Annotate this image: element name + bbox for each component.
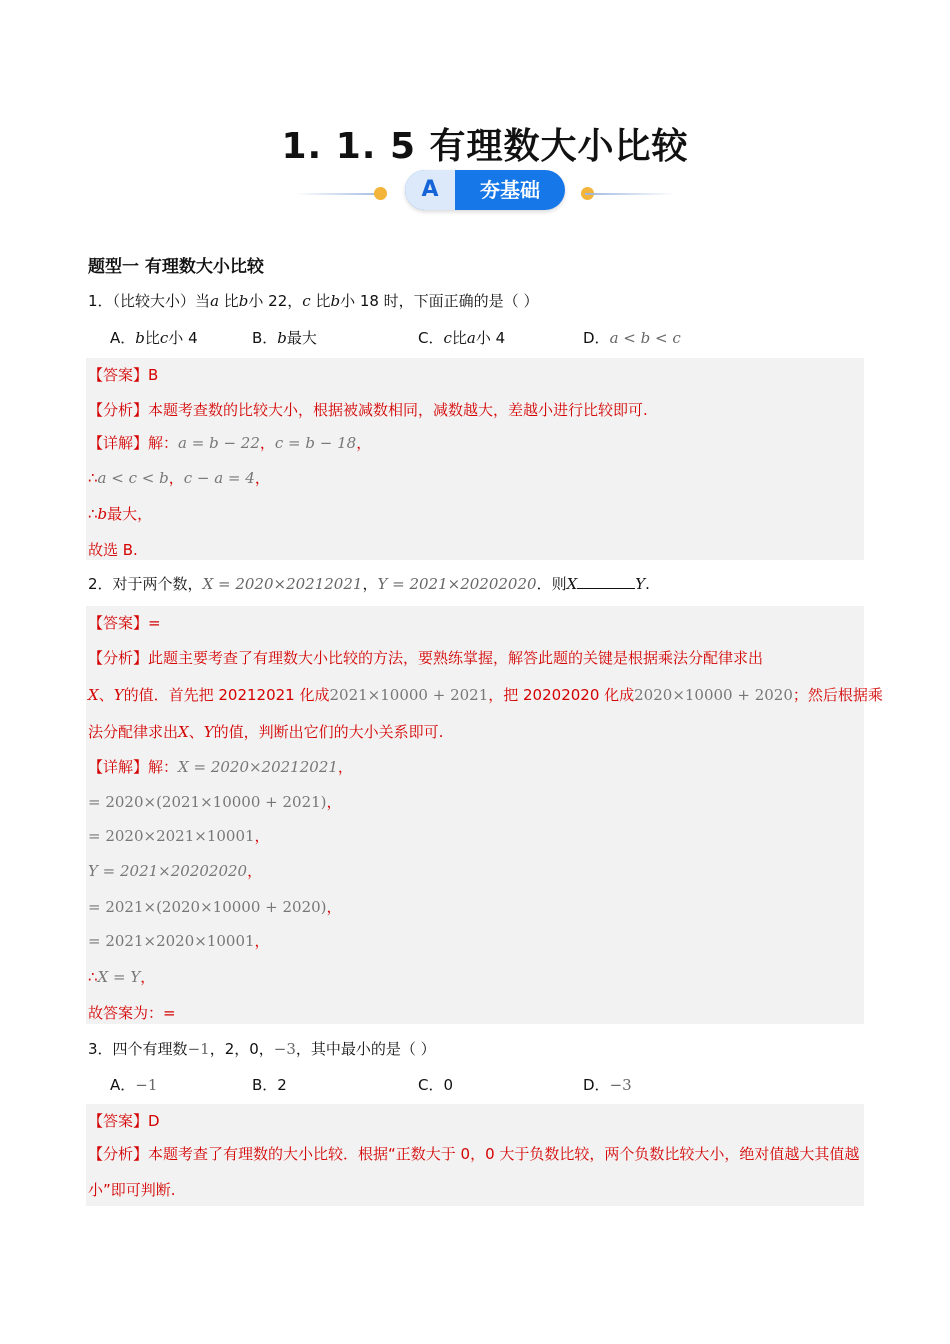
option-label: C． xyxy=(418,1076,444,1094)
question-text: （比较大小）当 xyxy=(112,292,211,310)
banner-dot-left xyxy=(374,187,387,200)
punct: . xyxy=(645,575,650,593)
analysis-text: 、 xyxy=(98,686,114,704)
answer-line xyxy=(88,364,158,385)
question-text: 比 xyxy=(219,292,239,310)
detail-line xyxy=(88,825,270,846)
option-a[interactable] xyxy=(110,327,198,348)
option-d[interactable] xyxy=(583,327,681,348)
analysis-text: 本题考查了有理数的大小比较．根据“正数大于 0，0 大于负数比较，两个负数比较大小，绝对值越大其值越小”即可判断. xyxy=(88,1145,860,1199)
math-expression: Y = 2021×20202020 xyxy=(377,575,537,593)
option-label: A． xyxy=(110,329,136,347)
answer-line xyxy=(88,1110,160,1131)
variable: b xyxy=(238,292,249,310)
question-number: 2． xyxy=(88,575,113,593)
punct: ， xyxy=(326,898,342,916)
variable: b xyxy=(97,505,108,523)
option-text: 最大 xyxy=(286,329,317,347)
option-value: −3 xyxy=(609,1076,632,1094)
section-heading: 题型一 有理数大小比较 xyxy=(88,257,264,277)
detail-tag: 【详解】 xyxy=(88,434,149,452)
option-label: B． xyxy=(252,329,278,347)
detail-line xyxy=(88,966,155,987)
question-text: ，其中最小的是（ ） xyxy=(295,1040,436,1058)
option-text: 小 4 xyxy=(475,329,506,347)
answer-tag: 【答案】 xyxy=(88,366,149,384)
math-expression: X = 2020×20212021 xyxy=(178,758,338,776)
answer-value: B xyxy=(148,366,159,384)
option-c[interactable] xyxy=(418,1074,453,1095)
math-expression: = 2021×2020×10001 xyxy=(88,932,255,950)
analysis-tag: 【分析】 xyxy=(88,401,149,419)
option-label: C． xyxy=(418,329,444,347)
answer-tag: 【答案】 xyxy=(88,1112,149,1130)
punct: ， xyxy=(326,793,342,811)
question-number: 3． xyxy=(88,1040,113,1058)
option-b[interactable] xyxy=(252,1074,287,1095)
math-expression: Y = 2021×20202020 xyxy=(88,862,248,880)
math-expression: = 2021×(2020×10000 + 2020) xyxy=(88,898,327,916)
page-title: 1. 1. 5 有理数大小比较 xyxy=(281,126,689,167)
math-expression: a < b < c xyxy=(609,329,681,347)
answer-tag: 【答案】 xyxy=(88,614,149,632)
detail-line xyxy=(88,791,342,812)
question-text: 对于两个数， xyxy=(112,575,203,593)
analysis-text: 法分配律求出 xyxy=(88,723,179,741)
analysis-tag: 【分析】 xyxy=(88,649,149,667)
analysis-text: 的值，判断出它们的大小关系即可. xyxy=(213,723,444,741)
punct: ， xyxy=(140,968,156,986)
option-text: 比 xyxy=(451,329,467,347)
punct: ， xyxy=(254,827,270,845)
math-expression: = 2020×2021×10001 xyxy=(88,827,255,845)
question-text: 小 22， xyxy=(248,292,303,310)
answer-box-2 xyxy=(86,606,883,1024)
option-value: 0 xyxy=(443,1076,454,1094)
detail-text: 解： xyxy=(148,758,179,776)
punct: ， xyxy=(168,469,184,487)
question-text: 小 18 时，下面正确的是（ ） xyxy=(340,292,539,310)
punct: ， xyxy=(254,932,270,950)
variable: b xyxy=(277,329,287,347)
answer-value: = xyxy=(148,614,161,632)
therefore-symbol: ∴ xyxy=(88,469,98,487)
question-number: 1． xyxy=(88,292,113,310)
math-expression: 2020×10000 + 2020 xyxy=(634,686,793,704)
option-label: D． xyxy=(583,329,610,347)
question-text: 四个有理数 xyxy=(112,1040,188,1058)
option-d[interactable] xyxy=(583,1074,632,1095)
variable: X xyxy=(566,575,578,593)
option-b[interactable] xyxy=(252,327,317,348)
variable: Y xyxy=(113,686,124,704)
math-expression: −3 xyxy=(273,1040,296,1058)
math-expression: X = 2020×20212021 xyxy=(202,575,363,593)
detail-line xyxy=(88,860,262,881)
analysis-tag: 【分析】 xyxy=(88,1145,149,1163)
detail-tag: 【详解】 xyxy=(88,758,149,776)
analysis-line xyxy=(88,721,443,742)
analysis-line xyxy=(88,684,883,705)
analysis-line xyxy=(88,399,648,420)
analysis-text: 此题主要考查了有理数大小比较的方法，要熟练掌握，解答此题的关键是根据乘法分配律求出 xyxy=(148,649,764,667)
analysis-text: 的值．首先把 20212021 化成 xyxy=(123,686,330,704)
variable: b xyxy=(135,329,145,347)
answer-value: D xyxy=(148,1112,160,1130)
banner-pill xyxy=(405,170,565,210)
analysis-text: ；然后根据乘 xyxy=(792,686,883,704)
analysis-text: 、 xyxy=(188,723,204,741)
banner-line-left xyxy=(295,193,385,195)
option-label: B． xyxy=(252,1076,278,1094)
option-label: A． xyxy=(110,1076,136,1094)
math-expression: = 2020×(2021×10000 + 2021) xyxy=(88,793,327,811)
detail-line: 故选 B. xyxy=(88,541,138,559)
detail-line xyxy=(88,756,353,777)
question-3 xyxy=(88,1038,436,1059)
option-label: D． xyxy=(583,1076,610,1094)
punct: ， xyxy=(362,575,378,593)
variable: a xyxy=(466,329,476,347)
detail-text: 解： xyxy=(148,434,179,452)
banner-line-right xyxy=(585,193,675,195)
math-expression: c − a = 4 xyxy=(183,469,255,487)
banner-label: 夯基础 xyxy=(480,178,540,202)
variable: c xyxy=(302,292,311,310)
math-expression: X = Y xyxy=(97,968,141,986)
variable: Y xyxy=(203,723,214,741)
variable: c xyxy=(443,329,452,347)
math-expression: 2021×10000 + 2021 xyxy=(329,686,489,704)
punct: ， xyxy=(259,434,275,452)
variable: Y xyxy=(635,575,646,593)
answer-box-1 xyxy=(86,358,864,560)
variable: a xyxy=(210,292,220,310)
detail-line xyxy=(88,930,270,951)
banner-letter: A xyxy=(405,170,455,210)
detail-line xyxy=(88,896,342,917)
option-value: 2 xyxy=(277,1076,287,1094)
math-expression: a < c < b xyxy=(97,469,169,487)
answer-blank[interactable] xyxy=(577,574,635,589)
analysis-line xyxy=(88,1136,863,1208)
punct: ， xyxy=(254,469,270,487)
therefore-symbol: ∴ xyxy=(88,505,98,523)
therefore-symbol: ∴ xyxy=(88,968,98,986)
option-text: 比 xyxy=(144,329,160,347)
punct: ， xyxy=(337,758,353,776)
analysis-line xyxy=(88,647,763,668)
question-text: 比 xyxy=(310,292,331,310)
variable: c xyxy=(159,329,169,347)
question-text: ．则 xyxy=(536,575,567,593)
variable: X xyxy=(88,686,99,704)
question-text: ，2，0， xyxy=(209,1040,274,1058)
math-expression: −1 xyxy=(187,1040,210,1058)
punct: ， xyxy=(247,862,263,880)
analysis-text: ，把 20202020 化成 xyxy=(488,686,635,704)
answer-box-3 xyxy=(86,1104,864,1206)
math-expression: a = b − 22 xyxy=(178,434,260,452)
option-value: −1 xyxy=(135,1076,158,1094)
question-1 xyxy=(88,290,538,311)
detail-text: 最大， xyxy=(107,505,153,523)
detail-line: 故答案为：= xyxy=(88,1004,176,1022)
detail-line xyxy=(88,432,371,453)
answer-line xyxy=(88,612,161,633)
variable: b xyxy=(330,292,341,310)
analysis-text: 本题考查数的比较大小，根据被减数相同，减数越大，差越小进行比较即可. xyxy=(148,401,648,419)
option-a[interactable] xyxy=(110,1074,157,1095)
detail-line xyxy=(88,467,270,488)
section-banner xyxy=(295,166,675,214)
option-text: 小 4 xyxy=(168,329,198,347)
math-expression: c = b − 18 xyxy=(274,434,357,452)
question-2 xyxy=(88,573,650,594)
detail-line xyxy=(88,503,152,524)
option-c[interactable] xyxy=(418,327,505,348)
punct: ， xyxy=(356,434,372,452)
variable: X xyxy=(178,723,189,741)
